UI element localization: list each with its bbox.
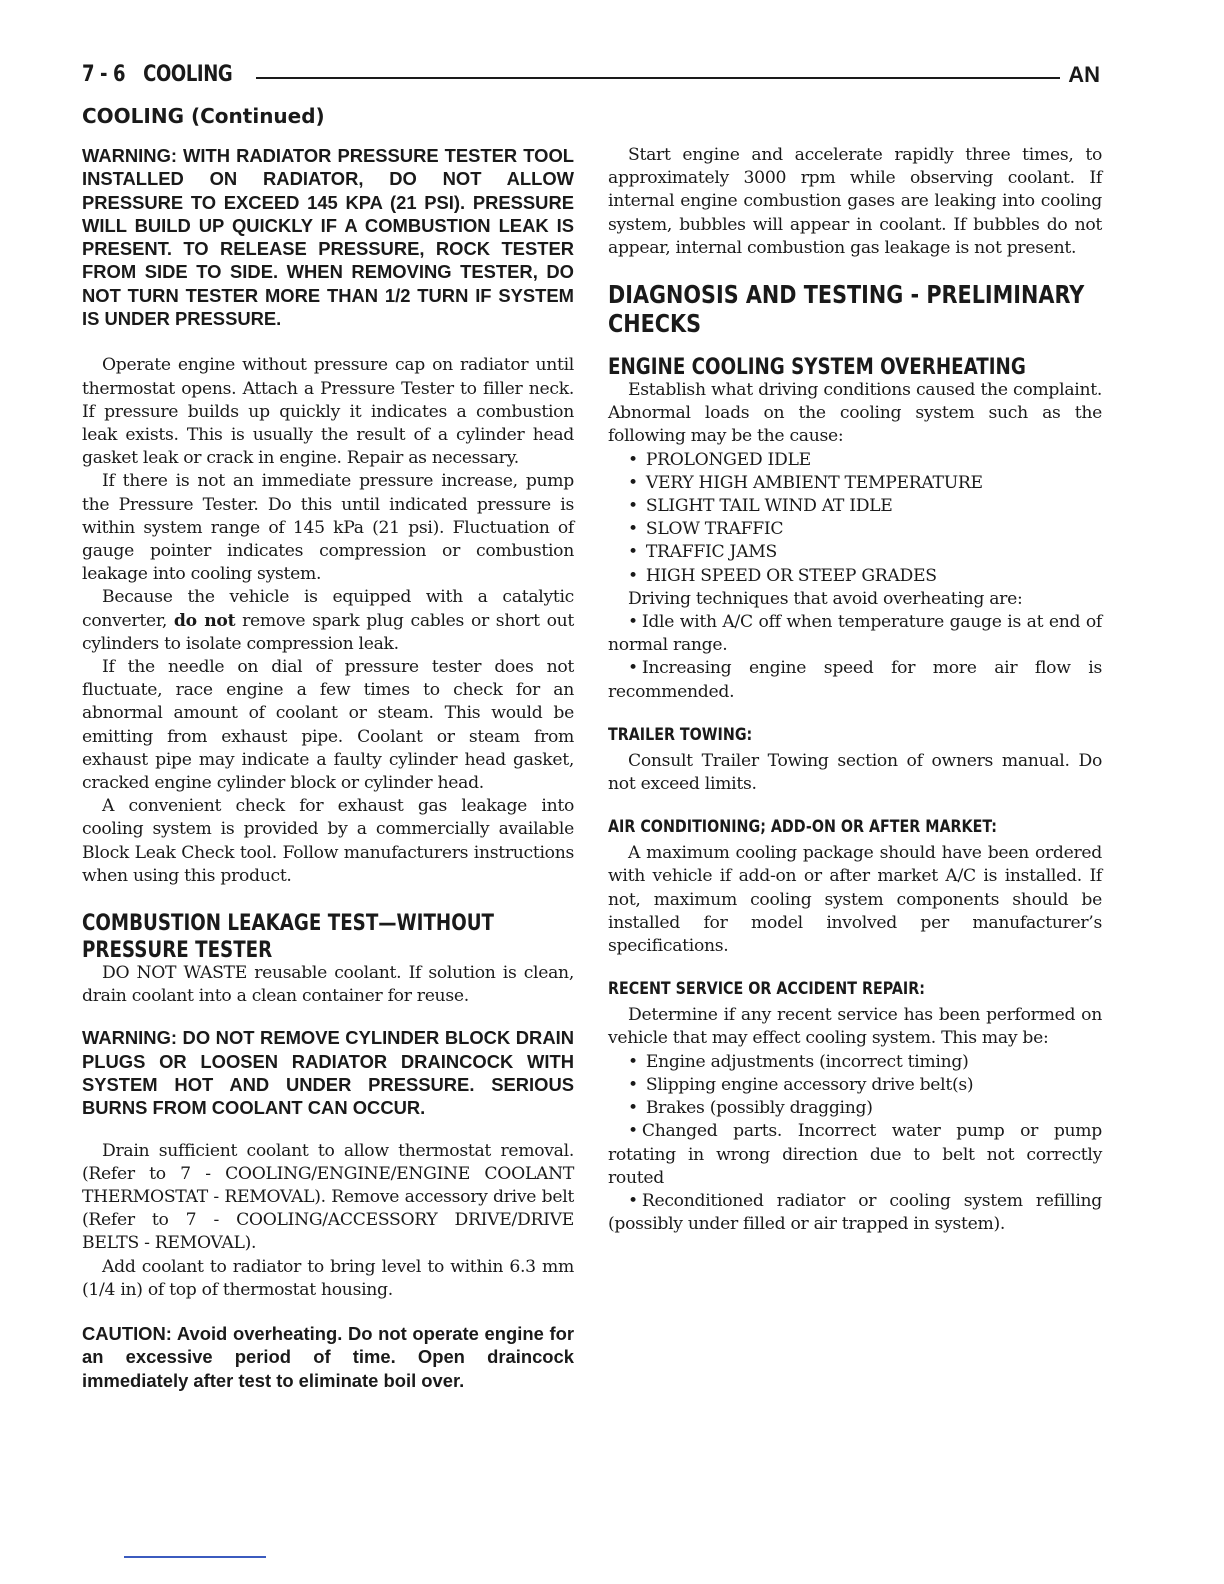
- chapter-name: COOLING: [143, 62, 233, 87]
- right-column: [608, 144, 1102, 1236]
- scan-edge-mark: [124, 1556, 266, 1558]
- list-item: • VERY HIGH AMBIENT TEMPERATURE: [628, 472, 1102, 495]
- bullet-glyph: •: [628, 1121, 638, 1142]
- paragraph: Add coolant to radiator to bring level to within 6.3 mm (1/4 in) of top of thermostat housing.: [82, 1256, 574, 1300]
- list-item: • HIGH SPEED OR STEEP GRADES: [628, 565, 1102, 588]
- list-item: • Brakes (possibly dragging): [628, 1097, 1102, 1120]
- page-number: 7 - 6: [82, 62, 126, 87]
- paragraph: Determine if any recent service has been performed on vehicle that may effect cooling system. This may be:: [608, 1005, 1102, 1049]
- heading-line: CHECKS: [608, 309, 702, 339]
- recent-service-list: [608, 1051, 1102, 1121]
- bullet-paragraph: [608, 1120, 1102, 1190]
- heading-engine-overheating: ENGINE COOLING SYSTEM OVERHEATING: [608, 355, 1026, 381]
- paragraph: A convenient check for exhaust gas leakage into cooling system is provided by a commercially available Block Leak Check tool. Follow manufacturers instructions when using this product.: [82, 796, 574, 886]
- paragraph: [82, 586, 574, 656]
- page-header: [82, 62, 1100, 92]
- bullet-glyph: •: [628, 612, 638, 633]
- section-title: COOLING (Continued): [82, 104, 325, 128]
- heading-air-conditioning: AIR CONDITIONING; ADD-ON OR AFTER MARKET:: [608, 817, 998, 838]
- text-span: Because the vehicle is equipped with a catalytic converter,: [82, 587, 574, 631]
- list-item: • Slipping engine accessory drive belt(s): [628, 1074, 1102, 1097]
- warning-drain-plugs: WARNING: DO NOT REMOVE CYLINDER BLOCK DRAIN PLUGS OR LOOSEN RADIATOR DRAINCOCK WITH SYSTEM HOT AND UNDER PRESSURE. SERIOUS BURNS FROM COOLANT CAN OCCUR.: [82, 1027, 574, 1119]
- paragraph: Driving techniques that avoid overheating are:: [628, 588, 1023, 609]
- text-span: remove spark plug cables or short out cylinders to isolate compression leak.: [82, 610, 574, 654]
- heading-combustion-leakage-test: [82, 910, 580, 964]
- header-left: [82, 62, 232, 87]
- heading-line: COMBUSTION LEAKAGE TEST—WITHOUT: [82, 911, 495, 937]
- paragraph: Consult Trailer Towing section of owners manual. Do not exceed limits.: [608, 750, 1102, 795]
- text-span: Changed parts. Incorrect water pump or pump rotating in wrong direction due to belt not correctly routed: [608, 1121, 1102, 1188]
- heading-recent-service: RECENT SERVICE OR ACCIDENT REPAIR:: [608, 979, 925, 1000]
- paragraph: Establish what driving conditions caused the complaint. Abnormal loads on the cooling system such as the following may be the cause:: [608, 380, 1102, 447]
- paragraph: If there is not an immediate pressure increase, pump the Pressure Tester. Do this until indicated pressure is within system range of 145 kPa (21 psi). Fluctuation of gauge pointer indicates compression or combustion leakage into cooling system.: [82, 471, 574, 585]
- heading-line: DIAGNOSIS AND TESTING - PRELIMINARY: [608, 280, 1085, 310]
- list-item: • SLOW TRAFFIC: [628, 518, 1102, 541]
- heading-trailer-towing: TRAILER TOWING:: [608, 724, 753, 745]
- text-span: Reconditioned radiator or cooling system refilling (possibly under filled or air trapped in system).: [608, 1190, 1102, 1235]
- list-item: • PROLONGED IDLE: [628, 449, 1102, 472]
- paragraph: DO NOT WASTE reusable coolant. If solution is clean, drain coolant into a clean container for reuse.: [82, 963, 574, 1007]
- header-rule: [256, 77, 1060, 79]
- paragraph: A maximum cooling package should have been ordered with vehicle if add-on or after market A/C is installed. If not, maximum cooling system components should be installed for model involved per manufacturer’s specifications.: [608, 843, 1102, 957]
- paragraph: Operate engine without pressure cap on radiator until thermostat opens. Attach a Pressure Tester to filler neck. If pressure builds up quickly it indicates a combustion leak exists. This is usually the result of a cylinder head gasket leak or crack in engine. Repair as necessary.: [82, 355, 574, 469]
- bullet-paragraph: [608, 611, 1102, 657]
- warning-pressure-tester: WARNING: WITH RADIATOR PRESSURE TESTER TOOL INSTALLED ON RADIATOR, DO NOT ALLOW PRESSURE TO EXCEED 145 KPA (21 PSI). PRESSURE WILL BUILD UP QUICKLY IF A COMBUSTION LEAK IS PRESENT. TO RELEASE PRESSURE, ROCK TESTER FROM SIDE TO SIDE. WHEN REMOVING TESTER, DO NOT TURN TESTER MORE THAN 1/2 TURN IF SYSTEM IS UNDER PRESSURE.: [82, 145, 574, 330]
- emphasis-text: do not: [173, 610, 236, 631]
- cause-list: [608, 449, 1102, 588]
- list-item: • SLIGHT TAIL WIND AT IDLE: [628, 495, 1102, 518]
- text-span: Increasing engine speed for more air flow is recommended.: [608, 658, 1102, 702]
- caution-overheating: CAUTION: Avoid overheating. Do not operate engine for an excessive period of time. Open draincock immediately after test to eliminate boil over.: [82, 1323, 574, 1391]
- paragraph: Drain sufficient coolant to allow thermostat removal. (Refer to 7 - COOLING/ENGINE/ENGINE COOLANT THERMOSTAT - REMOVAL). Remove accessory drive belt (Refer to 7 - COOLING/ACCESSORY DRIVE/DRIVE BELTS - REMOVAL).: [82, 1140, 574, 1254]
- bullet-glyph: •: [628, 658, 638, 679]
- left-column: [82, 144, 574, 1392]
- heading-diagnosis-preliminary-checks: [608, 280, 1106, 338]
- paragraph: Start engine and accelerate rapidly three times, to approximately 3000 rpm while observing coolant. If internal engine combustion gases are leaking into cooling system, bubbles will appear in coolant. If bubbles do not appear, internal combustion gas leakage is not present.: [608, 145, 1102, 258]
- bullet-paragraph: [608, 657, 1102, 703]
- heading-line: PRESSURE TESTER: [82, 938, 273, 964]
- model-code: AN: [1068, 62, 1100, 87]
- bullet-paragraph: [608, 1190, 1102, 1236]
- bullet-glyph: •: [628, 1190, 638, 1211]
- list-item: • Engine adjustments (incorrect timing): [628, 1051, 1102, 1074]
- paragraph: If the needle on dial of pressure tester does not fluctuate, race engine a few times to check for an abnormal amount of coolant or steam. This would be emitting from exhaust pipe. Coolant or steam from exhaust pipe may indicate a faulty cylinder head gasket, cracked engine cylinder block or cylinder head.: [82, 657, 574, 794]
- list-item: • TRAFFIC JAMS: [628, 541, 1102, 564]
- text-span: Idle with A/C off when temperature gauge is at end of normal range.: [608, 612, 1102, 656]
